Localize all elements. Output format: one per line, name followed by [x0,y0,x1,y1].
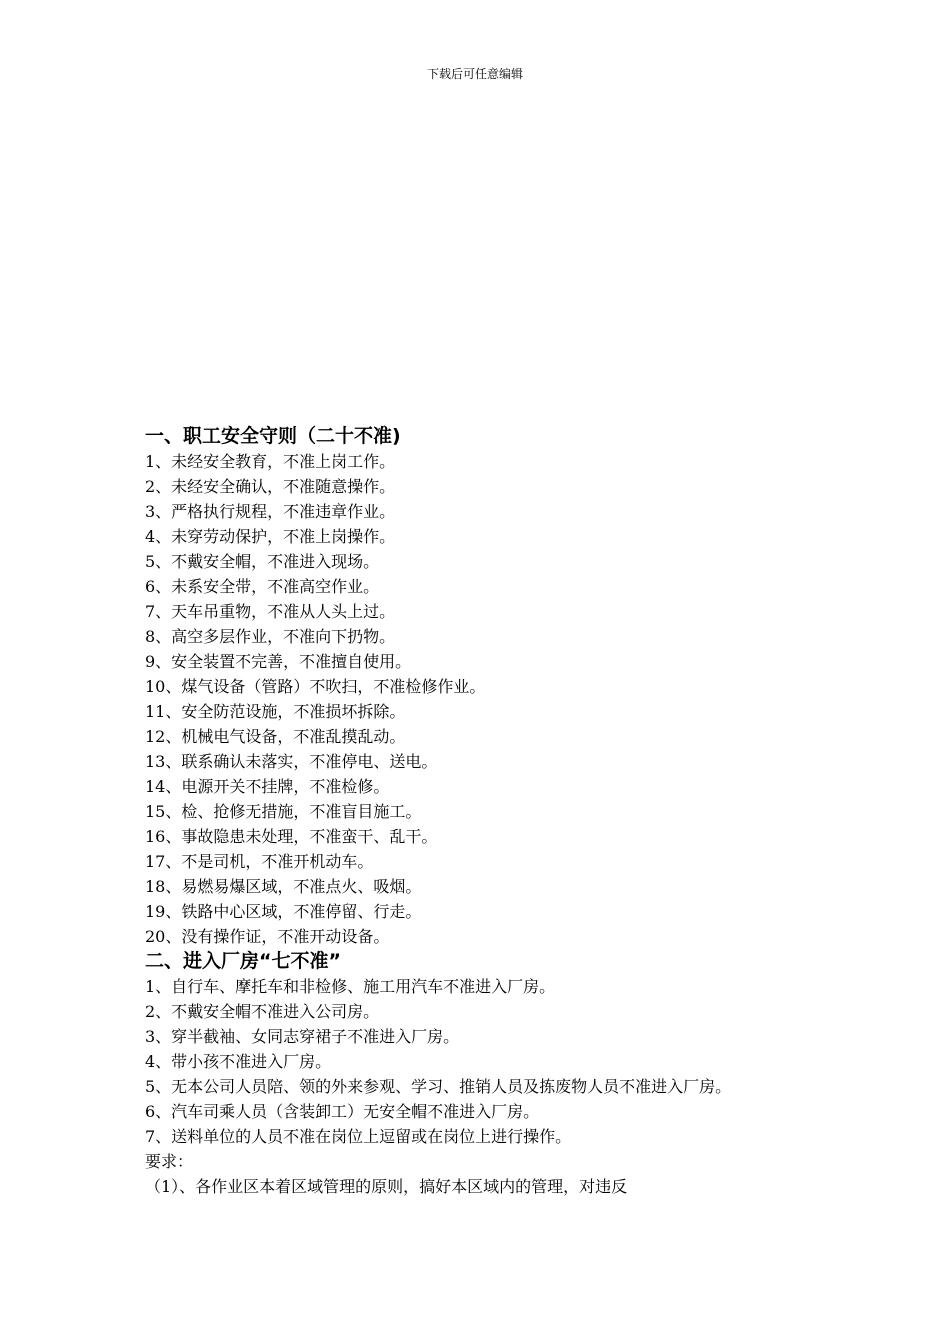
section2-item: 6、汽车司乘人员（含装卸工）无安全帽不准进入厂房。 [145,1102,540,1121]
section2-item: 2、不戴安全帽不准进入公司房。 [145,1002,380,1021]
section1-item: 1、未经安全教育，不准上岗工作。 [145,452,396,471]
requirement-item: （1）、各作业区本着区域管理的原则，搞好本区域内的管理，对违反 [145,1177,628,1196]
section2-item: 1、自行车、摩托车和非检修、施工用汽车不准进入厂房。 [145,977,556,996]
section1-item: 8、高空多层作业，不准向下扔物。 [145,627,396,646]
section2-title: 二、进入厂房“七不准” [145,950,341,972]
section1-item: 10、煤气设备（管路）不吹扫，不准检修作业。 [145,677,486,696]
section1-item: 16、事故隐患未处理，不准蛮干、乱干。 [145,827,438,846]
section1-item: 5、不戴安全帽，不准进入现场。 [145,552,380,571]
section1-item: 20、没有操作证，不准开动设备。 [145,927,390,946]
section1-item: 13、联系确认未落实，不准停电、送电。 [145,752,438,771]
section2-item: 7、送料单位的人员不准在岗位上逗留或在岗位上进行操作。 [145,1127,572,1146]
header-note: 下载后可任意编辑 [426,67,523,81]
section1-title: 一、职工安全守则（二十不准) [145,425,401,447]
section1-item: 7、天车吊重物，不准从人头上过。 [145,602,396,621]
document-body [145,424,815,1199]
section2-item: 3、穿半截袖、女同志穿裙子不准进入厂房。 [145,1027,460,1046]
section1-item: 15、检、抢修无措施，不准盲目施工。 [145,802,422,821]
section2-item: 5、无本公司人员陪、领的外来参观、学习、推销人员及拣废物人员不准进入厂房。 [145,1077,732,1096]
section1-item: 11、安全防范设施，不准损坏拆除。 [145,702,406,721]
requirements-label: 要求： [145,1152,194,1171]
section1-item: 2、未经安全确认，不准随意操作。 [145,477,396,496]
section1-item: 6、未系安全带，不准高空作业。 [145,577,380,596]
section1-item: 4、未穿劳动保护，不准上岗操作。 [145,527,396,546]
section2-item: 4、带小孩不准进入厂房。 [145,1052,332,1071]
section1-item: 18、易燃易爆区域，不准点火、吸烟。 [145,877,422,896]
section1-item: 14、电源开关不挂牌，不准检修。 [145,777,390,796]
section1-item: 19、铁路中心区域，不准停留、行走。 [145,902,422,921]
section1-item: 3、严格执行规程，不准违章作业。 [145,502,396,521]
section1-item: 9、安全装置不完善，不准擅自使用。 [145,652,412,671]
section1-item: 12、机械电气设备，不准乱摸乱动。 [145,727,406,746]
section1-item: 17、不是司机，不准开机动车。 [145,852,374,871]
